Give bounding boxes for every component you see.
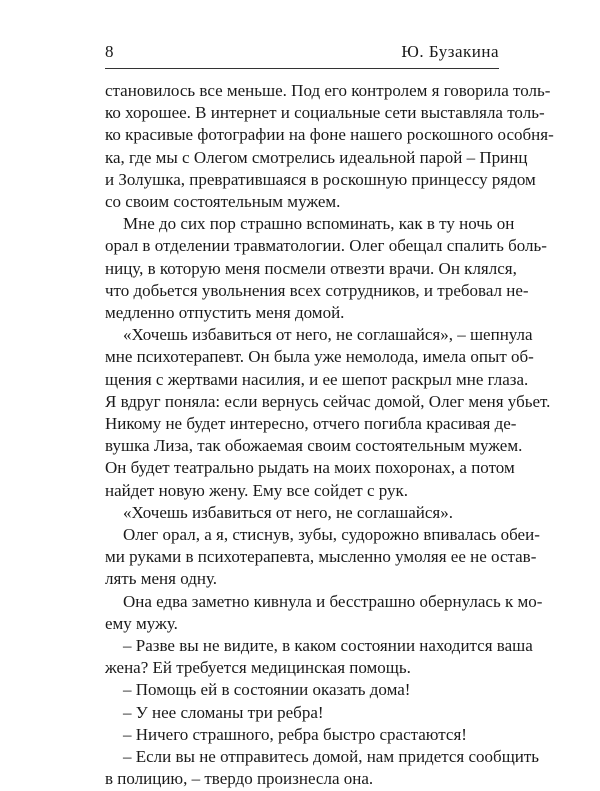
text-line: «Хочешь избавиться от него, не соглашайся». xyxy=(123,502,453,522)
text-line: найдет новую жену. Ему все сойдет с рук. xyxy=(105,480,409,500)
running-title: Ю. Бузакина xyxy=(401,42,499,61)
text-line: – Разве вы не видите, в каком состоянии находится ваша xyxy=(123,636,533,656)
paragraph xyxy=(105,635,533,679)
text-line: – Если вы не отправитесь домой, нам придется сообщить xyxy=(123,747,540,767)
text-line: становилось все меньше. Под его контролем я говорила толь- xyxy=(105,81,551,100)
text-line: орал в отделении травматологии. Олег обещал спалить боль- xyxy=(105,236,547,256)
text-line: ка, где мы с Олегом смотрелись идеальной парой – Принц xyxy=(105,147,528,167)
text-line: ко красивые фотографии на фоне нашего роскошного особня- xyxy=(105,125,554,145)
text-line: жена? Ей требуется медицинская помощь. xyxy=(105,658,411,678)
body-text xyxy=(105,80,554,791)
paragraph xyxy=(105,213,547,324)
text-line: – Ничего страшного, ребра быстро срастаются! xyxy=(123,724,467,744)
paragraph xyxy=(105,324,551,502)
text-line: и Золушка, превратившаяся в роскошную принцессу рядом xyxy=(105,169,536,189)
text-line: медленно отпустить меня домой. xyxy=(105,303,345,323)
paragraph xyxy=(105,679,498,701)
paragraph xyxy=(105,502,498,524)
text-line: что добьется увольнения всех сотрудников, и требовал не- xyxy=(105,280,529,300)
text-line: Никому не будет интересно, отчего погибла красивая де- xyxy=(105,414,517,434)
text-line: ко хорошее. В интернет и социальные сети выставляла толь- xyxy=(105,103,545,123)
paragraph xyxy=(105,591,543,635)
paragraph xyxy=(105,746,540,790)
text-line: в полицию, – твердо произнесла она. xyxy=(105,769,374,789)
text-line: со своим состоятельным мужем. xyxy=(105,192,341,212)
paragraph xyxy=(105,524,540,591)
text-line: щения с жертвами насилия, и ее шепот раскрыл мне глаза. xyxy=(105,369,529,389)
text-line: Она едва заметно кивнула и бесстрашно обернулась к мо- xyxy=(123,591,543,611)
text-line: «Хочешь избавиться от него, не соглашайся», – шепнула xyxy=(123,325,533,345)
text-line: лять меня одну. xyxy=(105,569,218,589)
text-line: Я вдруг поняла: если вернусь сейчас домой, Олег меня убьет. xyxy=(105,391,551,411)
text-line: вушка Лиза, так обожаемая своим состоятельным мужем. xyxy=(105,436,523,456)
text-line: Мне до сих пор страшно вспоминать, как в ту ночь он xyxy=(123,214,515,234)
text-line: ницу, в которую меня посмели отвезти врачи. Он клялся, xyxy=(105,258,517,278)
text-line: мне психотерапевт. Он была уже немолода, имела опыт об- xyxy=(105,347,534,367)
text-line: – Помощь ей в состоянии оказать дома! xyxy=(123,680,411,700)
text-line: ему мужу. xyxy=(105,613,178,633)
page-number: 8 xyxy=(105,42,114,61)
paragraph xyxy=(105,724,498,746)
paragraph xyxy=(105,80,554,213)
text-line: Он будет театрально рыдать на моих похоронах, а потом xyxy=(105,458,515,478)
text-line: – У нее сломаны три ребра! xyxy=(123,702,324,722)
page-header xyxy=(105,40,499,69)
text-line: ми руками в психотерапевта, мысленно умоляя ее не остав- xyxy=(105,547,537,567)
paragraph xyxy=(105,702,498,724)
text-line: Олег орал, а я, стиснув, зубы, судорожно впивалась обеи- xyxy=(123,525,540,545)
